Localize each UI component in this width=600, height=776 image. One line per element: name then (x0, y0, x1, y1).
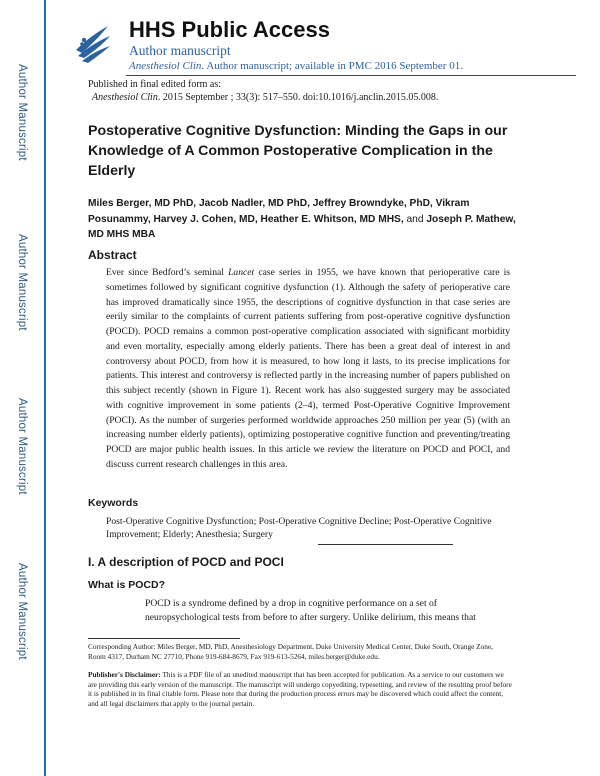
corresponding-author-note: Corresponding Author: Miles Berger, MD, PhD, Anesthesiology Department, Duke University Medical Center, Duke South, Orange Zone, Room 4317, Durham NC 27710, Phone 919-684-8679, Fax 919-613-5264, miles.berger@duke.edu. (88, 642, 494, 661)
keywords-text: Post-Operative Cognitive Dysfunction; Post-Operative Cognitive Decline; Post-Operative Cognitive Improvement; Elderly; Anesthesia; Surgery (106, 516, 492, 540)
disclaimer-label: Publisher's Disclaimer: (88, 670, 161, 679)
hhs-header (74, 0, 574, 76)
what-is-pocd-heading: What is POCD? (88, 579, 166, 591)
author-list (88, 196, 528, 243)
sidebar-rule (44, 0, 46, 776)
abstract-text: Ever since Bedford’s seminal Lancet case series in 1955, we have known that perioperative care is sometimes followed by significant cognitive dysfunction (1). Although the safety of perioperative care has improved dramatically since 1955, the descriptions of cognitive dysfunction in that case series are eerily similar to the complaints of current patients suffering from post-operative cognitive dysfunction (POCD). POCD remains a common post-operative complication associated with significant morbidity and even mortality, especially among elderly patients. There has been a great deal of interest in and controversy about POCD, from how it is measured, to how long it lasts, to its precise implications for patients. This interest and controversy is reflected partly in the increasing number of papers published on this subject recently (shown in Figure 1). Recent work has also suggested surgery may be associated with cognitive improvement in some patients (2–4), termed Post-Operative Cognitive Improvement (POCI). As the number of surgeries performed worldwide approaches 250 million per year (5) (with an increasing number elderly patients), optimizing postoperative cognitive function and preventing/treating POCD are major public health issues. In this article we review the literature on POCD and POCI, and discuss current research challenges in this area. (106, 267, 511, 470)
author-manuscript-subtitle: Author manuscript (129, 43, 231, 58)
article-title: Postoperative Cognitive Dysfunction: Minding the Gaps in our Knowledge of A Common Postoperative Complication in the Elderly (88, 123, 508, 179)
authors-part-1: Miles Berger, MD PhD, Jacob Nadler, MD PhD, Jeffrey Browndyke, PhD, Vikram Posunammy, Harvey J. Cohen, MD, Heather E. Whitson, MD MHS, (88, 198, 470, 225)
keywords-heading: Keywords (88, 497, 139, 509)
publisher-disclaimer (88, 670, 512, 708)
section-1-heading: I. A description of POCD and POCI (88, 555, 284, 569)
journal-availability-line (129, 60, 463, 72)
journal-name: Anesthesiol Clin (129, 60, 202, 72)
authors-part-2: Joseph P. Mathew, MD MHS MBA (88, 213, 516, 240)
hhs-title: HHS Public Access (129, 17, 330, 42)
citation-journal: Anesthesiol Clin (92, 91, 158, 103)
authors-and: and (403, 213, 427, 225)
availability-text: . Author manuscript; available in PMC 2016 September 01. (201, 60, 463, 72)
author-manuscript-sidebar: Author Manuscript Author Manuscript Author Manuscript Author Manuscript (0, 0, 46, 776)
lancet-italic: Lancet (228, 267, 255, 278)
hhs-eagle-logo-icon (74, 20, 114, 66)
disclaimer-text: This is a PDF file of an unedited manuscript that has been accepted for publication. As a service to our customers we are providing this early version of the manuscript. The manuscript will undergo copyediting, typesetting, and review of the resulting proof before it is published in its final citable form. Please note that during the production process errors may be discovered which could affect the content, and all legal disclaimers that apply to the journal pertain. (88, 670, 512, 708)
citation-details: . 2015 September ; 33(3): 517–550. doi:10.1016/j.anclin.2015.05.008. (157, 91, 439, 103)
header-rule (126, 75, 576, 76)
abstract-heading: Abstract (88, 248, 137, 262)
footnote-rule (88, 638, 240, 639)
citation-line (88, 92, 438, 105)
section-1-paragraph: POCD is a syndrome defined by a drop in cognitive performance on a set of neuropsychological tests from before to after surgery. Unlike delirium, this means that (145, 598, 476, 623)
publication-info (88, 79, 438, 104)
published-line: Published in final edited form as: (88, 79, 222, 90)
keywords-rule (318, 544, 453, 545)
